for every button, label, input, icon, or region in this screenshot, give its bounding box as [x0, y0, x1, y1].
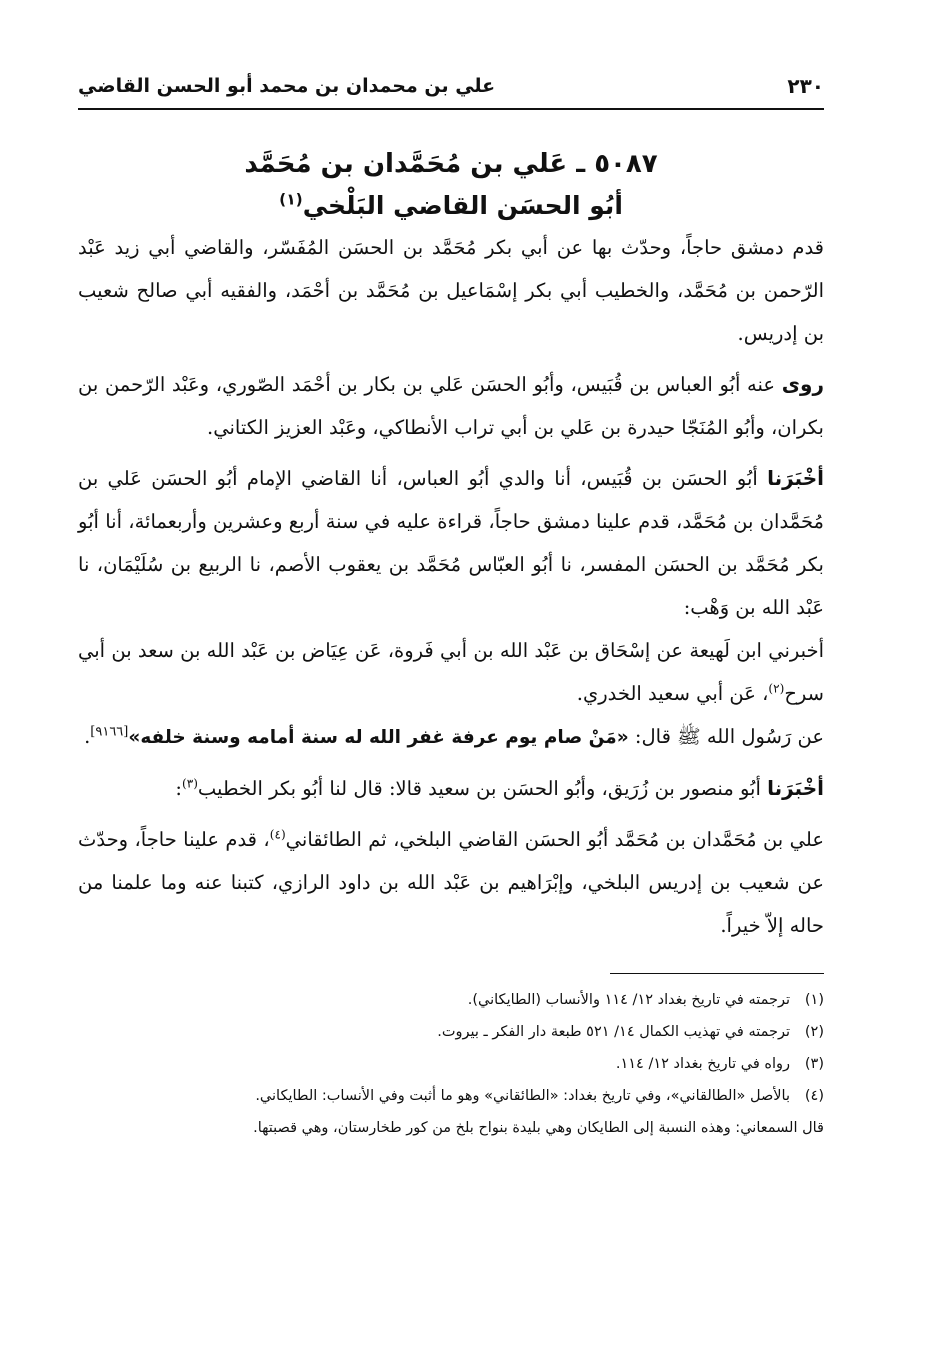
entry-subtitle-text: أبُو الحسَن القاضي البَلْخي: [302, 191, 623, 220]
footnote-number: (٤): [804, 1088, 824, 1104]
paragraph-2-lead: روى: [781, 372, 824, 396]
paragraph-4: [78, 629, 824, 715]
paragraph-6-text-a: أبُو منصور بن زُرَيق، وأبُو الحسَن بن سعيد قالا: قال لنا أبُو بكر الخطيب: [197, 777, 761, 800]
footnote-marker-2: (٢): [768, 681, 785, 696]
paragraph-4-text-a: أخبرني ابن لَهيعة عن إسْحَاق بن عَبْد الله بن أبي فَروة، عَن عِيَاض بن عَبْد الله بن سعد بن أبي سرح: [78, 639, 824, 705]
footnote-text: ترجمته في تاريخ بغداد ١٢/ ١١٤ والأنساب (الطايكاني).: [467, 992, 790, 1008]
footnote-number: (٢): [804, 1024, 824, 1040]
page-number: ٢٣٠: [787, 74, 824, 98]
footnote-text: ترجمته في تهذيب الكمال ١٤/ ٥٢١ طبعة دار الفكر ـ بيروت.: [437, 1024, 790, 1040]
footnote-item: [78, 1080, 824, 1112]
footnote-item: [78, 1048, 824, 1080]
footnote-number: (١): [804, 992, 824, 1008]
hadith-text: «مَنْ صام يوم عرفة غفر الله له سنة أمامه وسنة خلفه»: [128, 727, 629, 748]
book-page: [78, 64, 824, 1294]
paragraph-7-text-a: علي بن مُحَمَّدان بن مُحَمَّد أبُو الحسَن القاضي البلخي، ثم الطائقاني: [285, 828, 824, 851]
paragraph-6: [78, 767, 824, 810]
footnote-marker-3: (٣): [181, 776, 198, 791]
paragraph-5: [78, 715, 824, 759]
footnote-item: [78, 984, 824, 1016]
footnote-marker-1: (١): [279, 190, 303, 209]
footnotes: [78, 984, 824, 1144]
paragraph-2-text: عنه أبُو العباس بن قُبَيس، وأبُو الحسَن عَلي بن بكار بن أحْمَد الصّوري، وعَبْد الرّحمن بن بكران، وأبُو المُنَجّا حيدرة بن عَلي بن أبي تراب الأنطاكي، وعَبْد العزيز الكتاني.: [78, 373, 824, 439]
running-title: علي بن محمدان بن محمد أبو الحسن القاضي: [78, 75, 496, 97]
paragraph-6-text-b: :: [175, 777, 182, 800]
entry-title: ٥٠٨٧ ـ عَلي بن مُحَمَّدان بن مُحَمَّد: [244, 149, 658, 179]
paragraph-3: [78, 457, 824, 629]
hadith-reference-number: [٩١٦٦]: [90, 724, 129, 740]
entry-subtitle: [78, 186, 824, 226]
paragraph-5-text-b: .: [84, 725, 91, 748]
paragraph-3-lead: أخْبَرَنا: [767, 466, 824, 490]
paragraph-7: [78, 818, 824, 947]
paragraph-2: [78, 363, 824, 449]
paragraph-6-lead: أخْبَرَنا: [767, 776, 824, 800]
paragraph-4-text-b: ، عَن أبي سعيد الخدري.: [576, 682, 769, 705]
footnote-number: (٣): [804, 1056, 824, 1072]
running-header: [78, 64, 824, 110]
footnote-text: بالأصل «الطالقاني»، وفي تاريخ بغداد: «الطائقاني» وهو ما أثبت وفي الأنساب: الطايكاني.: [255, 1088, 790, 1104]
footnote-continuation: قال السمعاني: وهذه النسبة إلى الطايكان وهي بليدة بنواح بلخ من كور طخارستان، وهي قصبتها.: [253, 1120, 824, 1136]
paragraph-1: قدم دمشق حاجاً، وحدّث بها عن أبي بكر مُحَمَّد بن الحسَن المُفَسّر، والقاضي أبي زيد عَبْد الرّحمن بن مُحَمَّد، والخطيب أبي بكر إسْمَاعيل بن مُحَمَّد بن أحْمَد، والفقيه أبي صالح شعيب بن إدريس.: [78, 236, 824, 345]
footnote-marker-4: (٤): [269, 827, 286, 842]
footnote-item: [78, 1016, 824, 1048]
paragraph-5-text-a: عن رَسُول الله ﷺ قال:: [628, 725, 824, 748]
footnote-text: رواه في تاريخ بغداد ١٢/ ١١٤.: [615, 1056, 790, 1072]
footnote-separator: [610, 973, 824, 974]
paragraph-3-text: أبُو الحسَن بن قُبَيس، أنا والدي أبُو العباس، أنا القاضي الإمام أبُو الحسَن عَلي بن مُحَمَّدان بن مُحَمَّد، قدم علينا دمشق حاجاً، قراءة عليه في سنة أربع وعشرين وأربعمائة، أنا أبُو بكر مُحَمَّد بن الحسَن المفسر، نا أبُو العبّاس مُحَمَّد بن يعقوب الأصم، نا الربيع بن سُلَيْمَان، نا عَبْد الله بن وَهْب:: [78, 467, 824, 619]
paragraph-7-text-b: ، قدم علينا حاجاً، وحدّث عن شعيب بن إدريس البلخي، وإبْرَاهيم بن عَبْد الله بن داود الرازي، كتبنا عنه وما علمنا من حاله إلاّ خيراً.: [78, 828, 824, 937]
